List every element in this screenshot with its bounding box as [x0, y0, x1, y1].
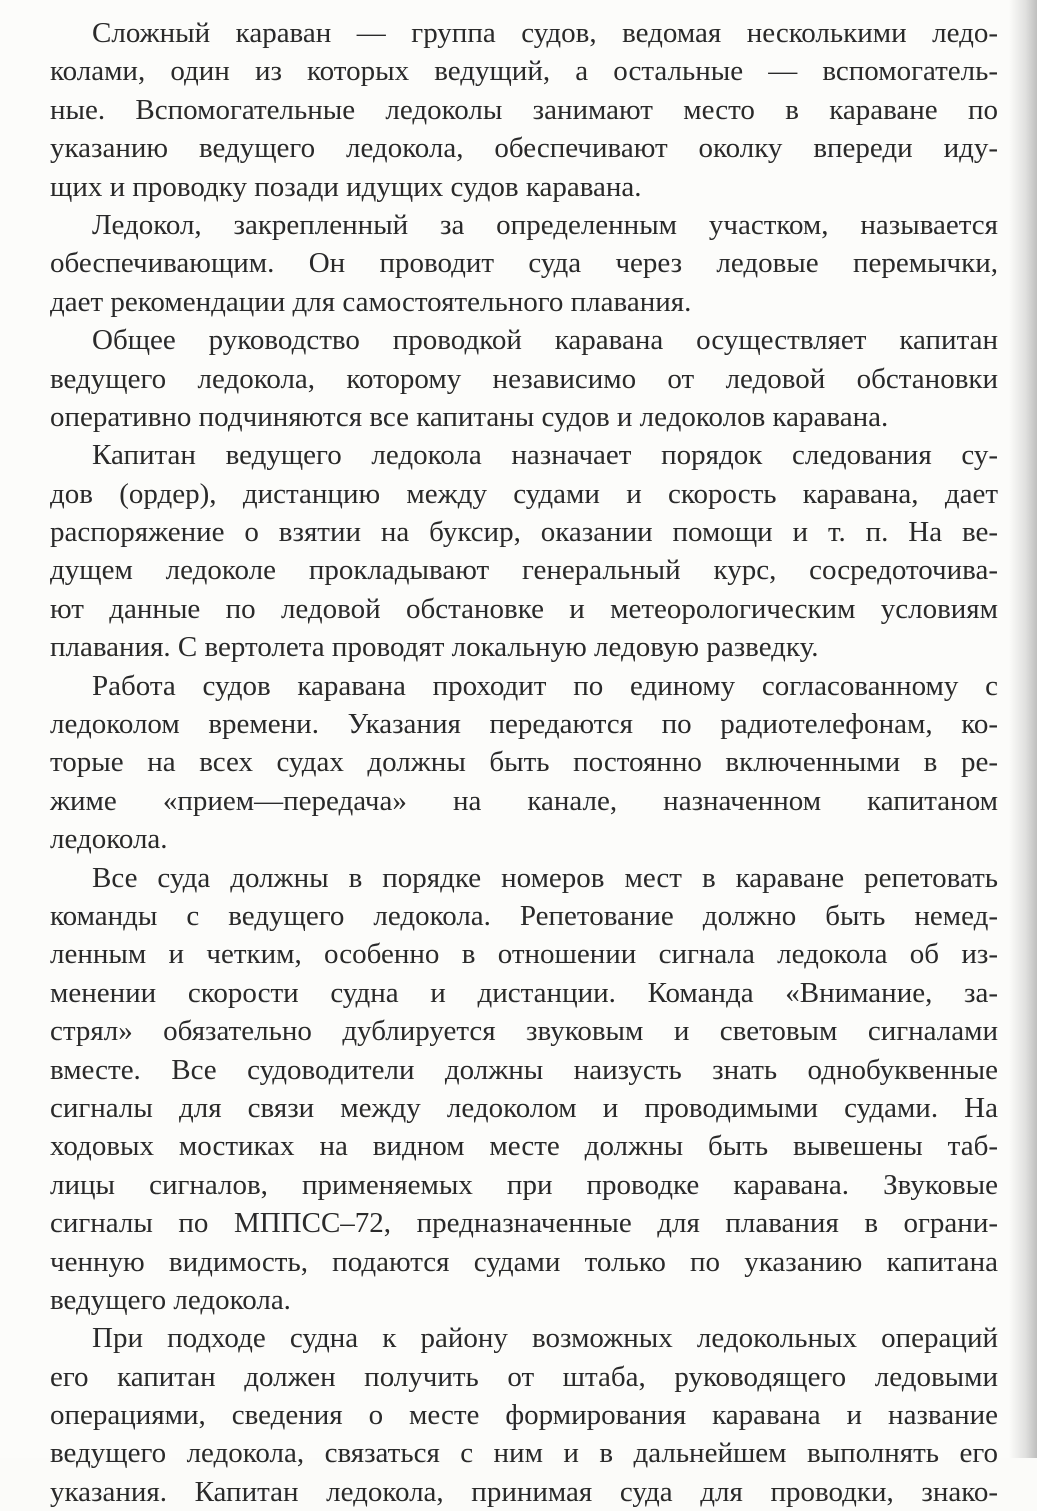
text-line: ведущего ледокола, связаться с ним и в дальнейшем выполнять его — [50, 1437, 998, 1470]
text-line: ведущего ледокола. — [50, 1283, 291, 1316]
paragraph — [50, 206, 998, 321]
text-line: ные. Вспомогательные ледоколы занимают место в караване по — [50, 93, 998, 126]
text-line: распоряжение о взятии на буксир, оказании помощи и т. п. На ве- — [50, 516, 998, 549]
text-line: Сложный караван — группа судов, ведомая несколькими ледо- — [92, 17, 998, 49]
text-line: торые на всех судах должны быть постоянно включенными в ре- — [50, 746, 998, 779]
text-line: ледоколом времени. Указания передаются по радиотелефонам, ко- — [50, 708, 998, 741]
text-line: обеспечивающим. Он проводит суда через ледовые перемычки, — [50, 247, 998, 280]
text-line: сигналы по МППСС–72, предназначенные для плавания в ограни- — [50, 1207, 998, 1240]
text-line: Капитан ведущего ледокола назначает порядок следования су- — [92, 439, 998, 472]
paragraph — [50, 436, 998, 666]
text-line: его капитан должен получить от штаба, руководящего ледовыми — [50, 1360, 998, 1393]
paragraph — [50, 14, 998, 206]
text-line: ленным и четким, особенно в отношении сигнала ледокола об из- — [50, 938, 998, 971]
text-line: ют данные по ледовой обстановке и метеорологическим условиям — [50, 592, 998, 625]
text-line: операциями, сведения о месте формирования каравана и название — [50, 1399, 998, 1432]
text-line: ведущего ледокола, которому независимо от ледовой обстановки — [50, 362, 998, 395]
paragraph — [50, 859, 998, 1320]
text-line: вместе. Все судоводители должны наизусть знать однобуквенные — [50, 1053, 998, 1086]
text-line: дущем ледоколе прокладывают генеральный курс, сосредоточива- — [50, 554, 998, 587]
text-line: ледокола. — [50, 823, 168, 856]
text-line: При подходе судна к району возможных ледокольных операций — [92, 1322, 998, 1355]
paragraph — [50, 1319, 998, 1511]
text-line: стрял» обязательно дублируется звуковым и световым сигналами — [50, 1015, 998, 1048]
text-line: жиме «прием—передача» на канале, назначенном капитаном — [50, 784, 998, 817]
text-line: указанию ведущего ледокола, обеспечивают околку впереди иду- — [50, 132, 998, 165]
paragraph — [50, 667, 998, 859]
text-line: Работа судов каравана проходит по единому согласованному с — [92, 669, 998, 702]
text-line: дает рекомендации для самостоятельного плавания. — [50, 285, 692, 318]
text-line: дов (ордер), дистанцию между судами и скорость каравана, дает — [50, 477, 998, 510]
text-line: плавания. С вертолета проводят локальную ледовую разведку. — [50, 631, 819, 664]
text-line: команды с ведущего ледокола. Репетование должно быть немед- — [50, 899, 998, 932]
text-line: указания. Капитан ледокола, принимая суда для проводки, знако- — [50, 1475, 998, 1508]
text-line: менении скорости судна и дистанции. Команда «Внимание, за- — [50, 976, 998, 1009]
body-text — [50, 14, 998, 1511]
text-line: оперативно подчиняются все капитаны судов и ледоколов каравана. — [50, 400, 889, 433]
text-line: Ледокол, закрепленный за определенным участком, называется — [92, 208, 998, 241]
text-line: колами, один из которых ведущий, а остальные — вспомогатель- — [50, 55, 998, 88]
text-line: ходовых мостиках на видном месте должны быть вывешены таб- — [50, 1130, 998, 1163]
text-line: щих и проводку позади идущих судов каравана. — [50, 170, 642, 203]
scan-edge-shadow — [1009, 0, 1037, 1458]
paragraph — [50, 321, 998, 436]
text-line: Общее руководство проводкой каравана осуществляет капитан — [92, 324, 998, 357]
text-line: лицы сигналов, применяемых при проводке каравана. Звуковые — [50, 1168, 998, 1201]
text-line: сигналы для связи между ледоколом и проводимыми судами. На — [50, 1091, 998, 1124]
text-line: Все суда должны в порядке номеров мест в караване репетовать — [92, 861, 998, 894]
text-line: ченную видимость, подаются судами только по указанию капитана — [50, 1245, 998, 1278]
